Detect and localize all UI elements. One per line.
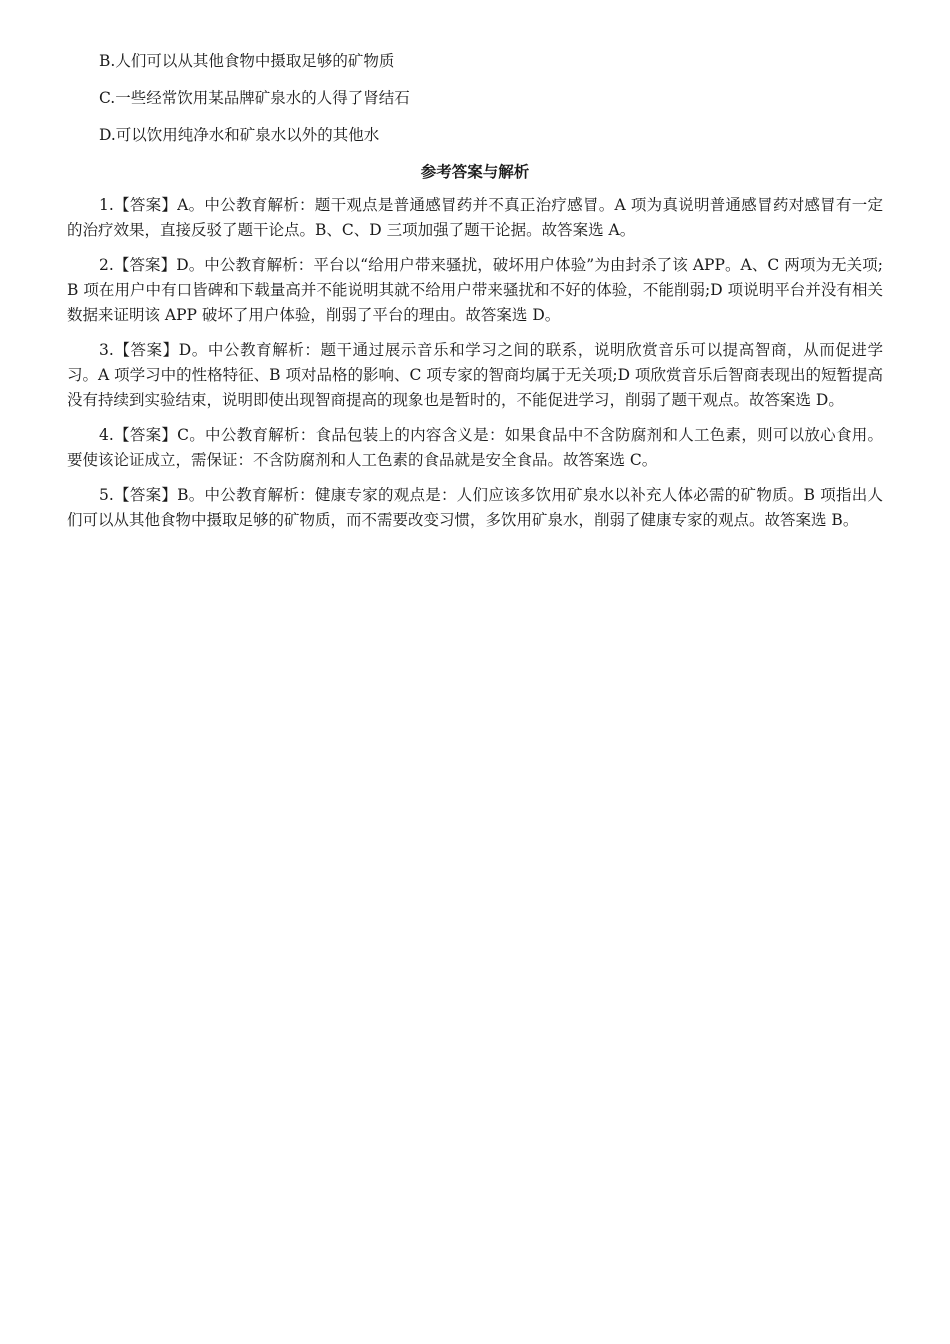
option-b: B.人们可以从其他食物中摄取足够的矿物质 [99, 52, 395, 70]
answer-4: 4.【答案】C。中公教育解析：食品包装上的内容含义是：如果食品中不含防腐剂和人工色素，则可以放心食用。要使该论证成立，需保证：不含防腐剂和人工色素的食品就是安全食品。故答案选 C。 [67, 426, 883, 469]
section-title: 参考答案与解析 [420, 163, 530, 181]
answer-2: 2.【答案】D。中公教育解析：平台以“给用户带来骚扰，破坏用户体验”为由封杀了该 APP。A、C 两项为无关项;B 项在用户中有口皆碑和下载量高并不能说明其就不给用户带来骚扰和不好的体验，不能削弱;D 项说明平台并没有相关数据来证明该 APP 破坏了用户体验，削弱了平台的理由。故答案选 D。 [67, 256, 883, 324]
option-d: D.可以饮用纯净水和矿泉水以外的其他水 [99, 126, 380, 144]
document-page [67, 49, 883, 543]
answer-1: 1.【答案】A。中公教育解析：题干观点是普通感冒药并不真正治疗感冒。A 项为真说明普通感冒药对感冒有一定的治疗效果，直接反驳了题干论点。B、C、D 三项加强了题干论据。故答案选 A。 [67, 196, 883, 239]
option-c: C.一些经常饮用某品牌矿泉水的人得了肾结石 [99, 89, 410, 107]
answer-5: 5.【答案】B。中公教育解析：健康专家的观点是：人们应该多饮用矿泉水以补充人体必需的矿物质。B 项指出人们可以从其他食物中摄取足够的矿物质，而不需要改变习惯，多饮用矿泉水，削弱了健康专家的观点。故答案选 B。 [67, 486, 883, 529]
answer-3: 3.【答案】D。中公教育解析：题干通过展示音乐和学习之间的联系，说明欣赏音乐可以提高智商，从而促进学习。A 项学习中的性格特征、B 项对品格的影响、C 项专家的智商均属于无关项;D 项欣赏音乐后智商表现出的短暂提高没有持续到实验结束，说明即使出现智商提高的现象也是暂时的，不能促进学习，削弱了题干观点。故答案选 D。 [67, 341, 883, 409]
